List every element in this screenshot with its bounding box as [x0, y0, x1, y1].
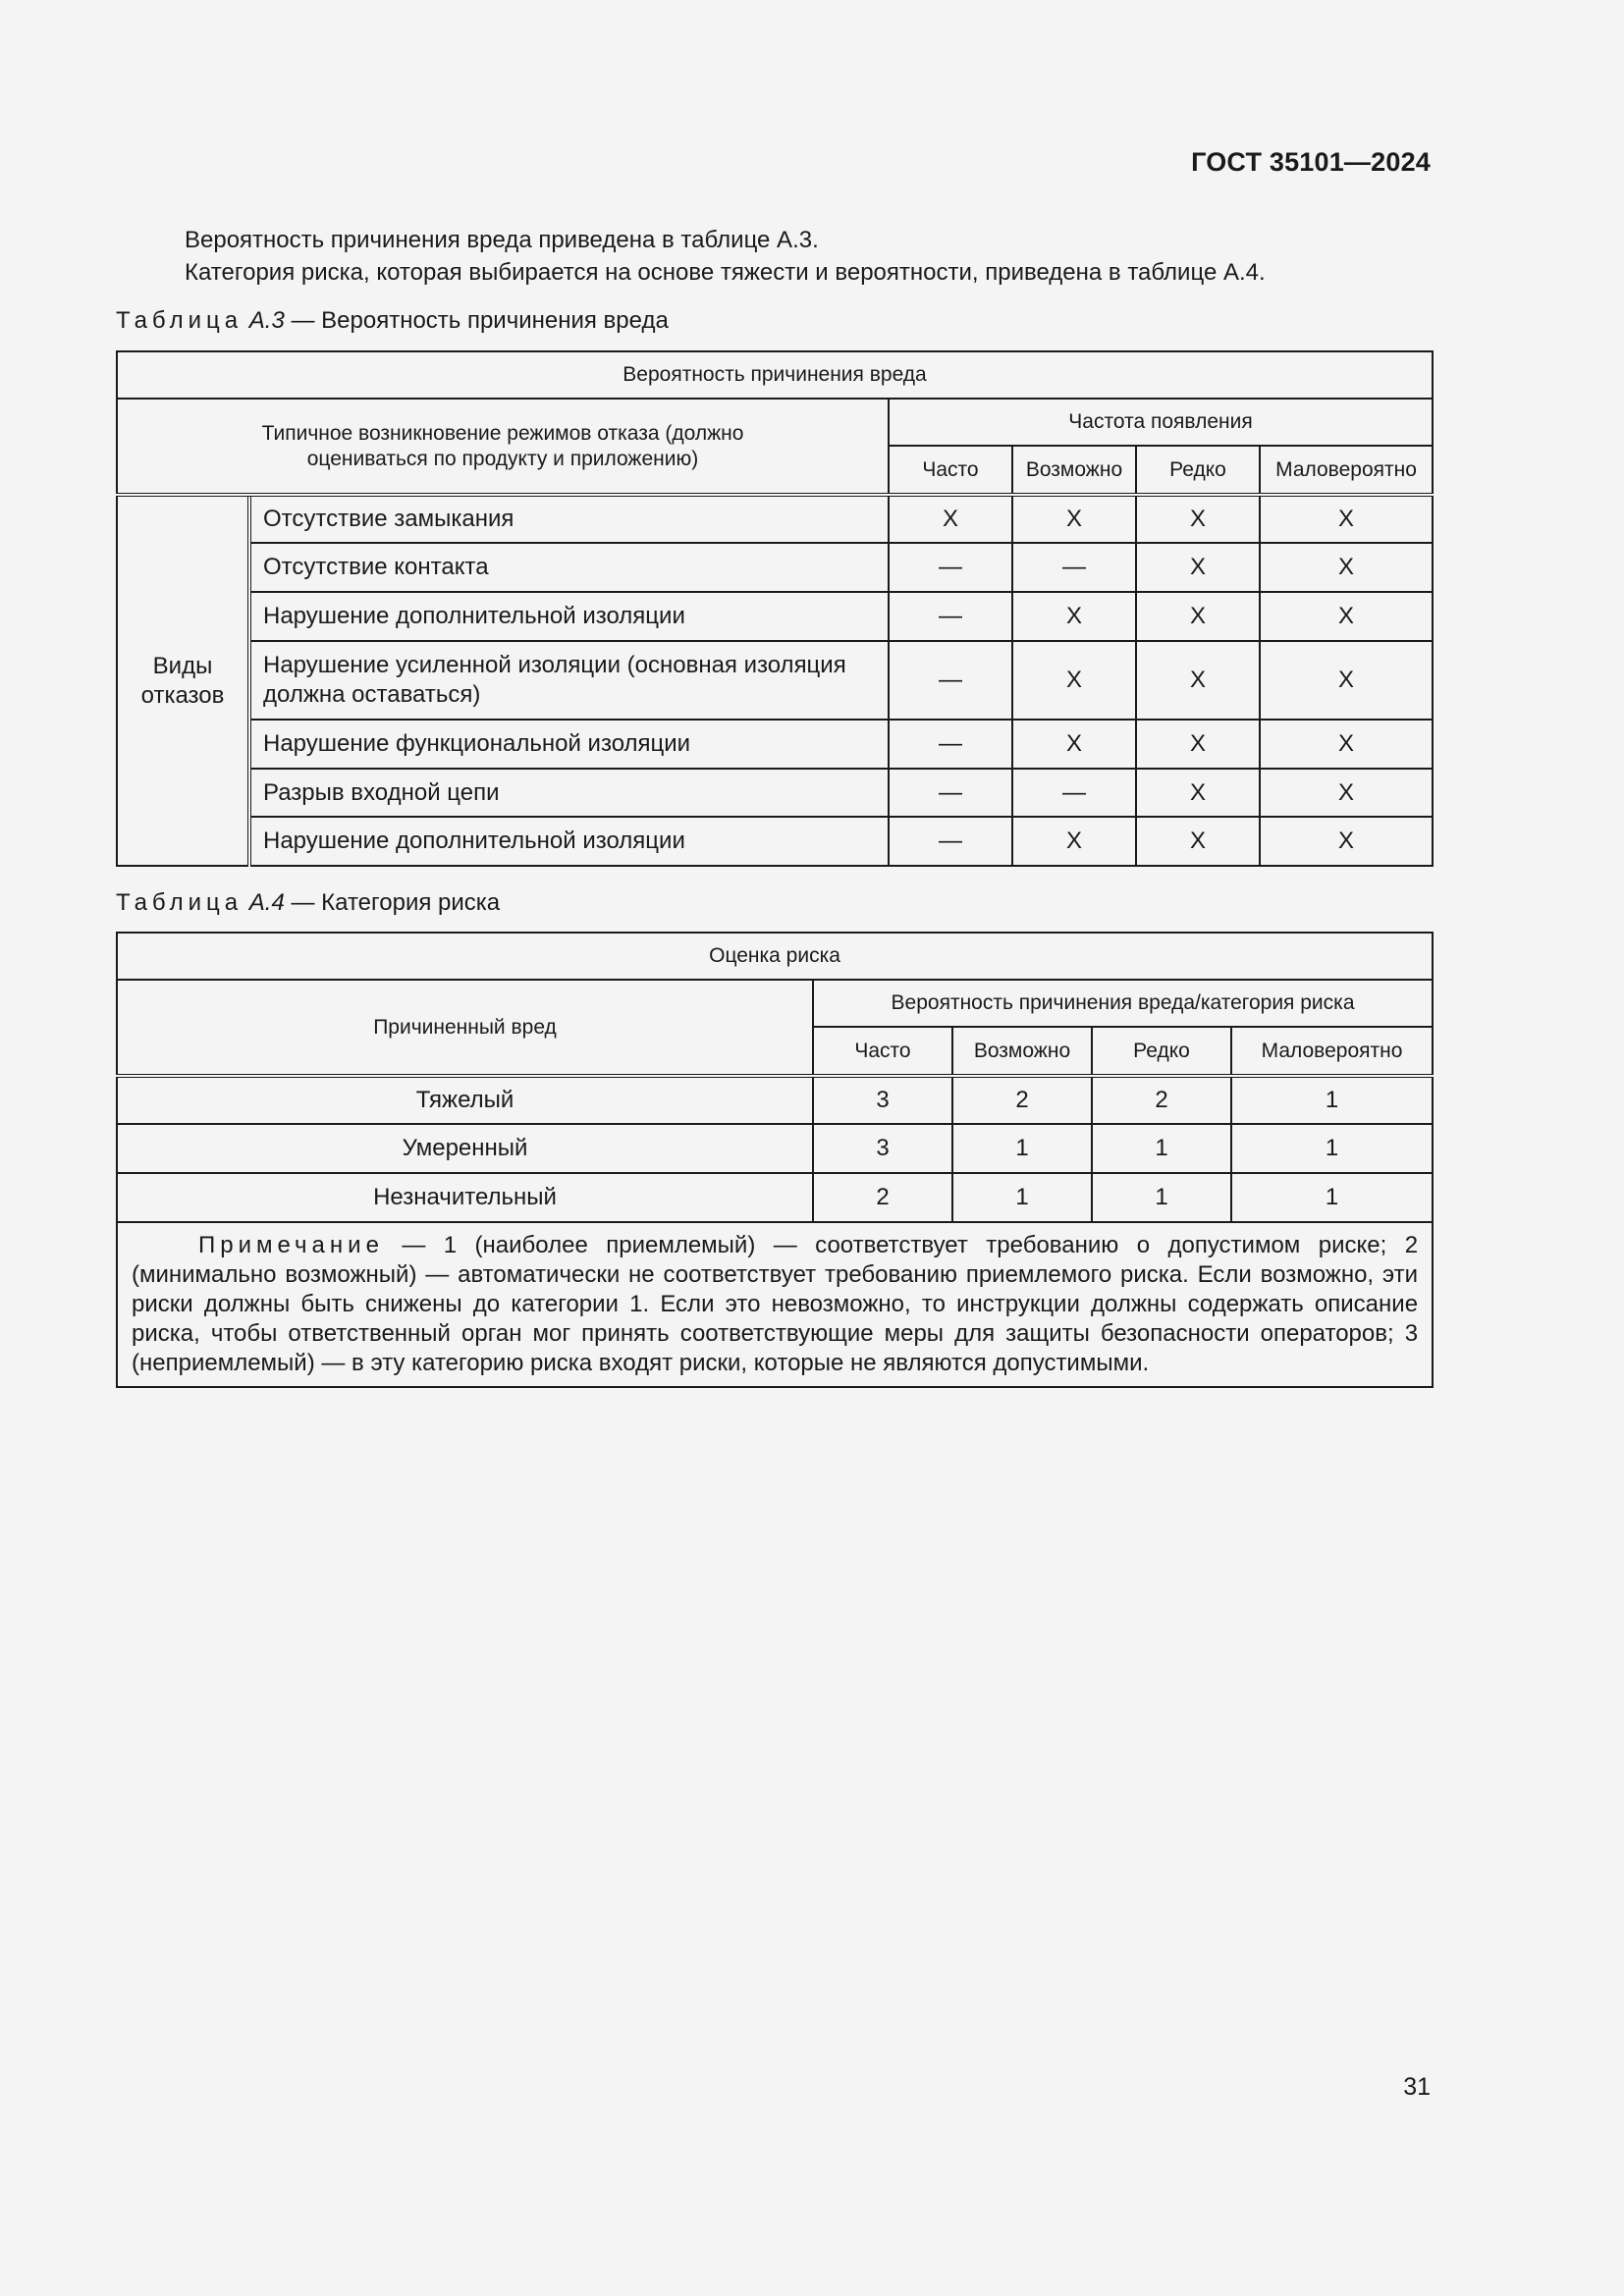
table-a3-left-header: Типичное возникновение режимов отказа (должно оцениваться по продукту и приложению)	[117, 399, 889, 495]
table-row	[117, 1124, 1433, 1173]
table-a3-cell: X	[1260, 495, 1433, 543]
table-a4-cell: 2	[813, 1173, 952, 1222]
table-row	[117, 543, 1433, 592]
document-code: ГОСТ 35101—2024	[1191, 147, 1431, 177]
table-a3-cell: X	[1012, 641, 1136, 720]
table-a3-row-label: Отсутствие контакта	[249, 543, 889, 592]
table-a3-row-label: Нарушение усиленной изоляции (основная изоляция должна оставаться)	[249, 641, 889, 720]
table-a3-cell: X	[1136, 641, 1260, 720]
table-a4-cell: 1	[1231, 1124, 1433, 1173]
table-a4-caption-word: Таблица	[116, 889, 244, 916]
table-a3-cell: X	[1260, 817, 1433, 866]
table-a3-row-label: Нарушение функциональной изоляции	[249, 720, 889, 769]
table-a3-cell: —	[889, 641, 1012, 720]
table-a4-cell: 1	[1092, 1173, 1231, 1222]
table-a4-cell: 3	[813, 1124, 952, 1173]
table-a4-cell: 2	[952, 1076, 1092, 1124]
table-a3-cell: X	[1136, 543, 1260, 592]
table-a4-cell: 1	[1231, 1076, 1433, 1124]
table-a4-note	[117, 1222, 1433, 1387]
table-a3-cell: —	[1012, 769, 1136, 817]
table-a4	[116, 932, 1434, 1388]
table-a3-caption	[116, 307, 669, 335]
table-row	[117, 495, 1433, 543]
table-a4-cell: 1	[1092, 1124, 1231, 1173]
table-a3-cell: X	[1136, 592, 1260, 641]
table-a3-cell: X	[1136, 817, 1260, 866]
table-a3-cell: X	[1136, 495, 1260, 543]
table-a3-caption-id: А.3	[248, 307, 285, 334]
table-a4-caption-id: А.4	[248, 889, 285, 916]
table-a4-cell: 2	[1092, 1076, 1231, 1124]
table-a3-row-label: Разрыв входной цепи	[249, 769, 889, 817]
table-a3-cell: X	[1012, 720, 1136, 769]
table-a4-row-label: Незначительный	[117, 1173, 813, 1222]
table-a3-row-label: Нарушение дополнительной изоляции	[249, 592, 889, 641]
table-a4-left-header: Причиненный вред	[117, 980, 813, 1076]
table-a4-col-header: Возможно	[952, 1027, 1092, 1076]
table-row	[117, 720, 1433, 769]
table-row	[117, 769, 1433, 817]
table-a3-cell: X	[1012, 495, 1136, 543]
table-a3-cell: X	[1012, 592, 1136, 641]
table-a3-caption-text: — Вероятность причинения вреда	[284, 307, 669, 334]
table-a3-cell: X	[1136, 769, 1260, 817]
table-a4-caption-text: — Категория риска	[284, 889, 501, 916]
intro-line-2: Категория риска, которая выбирается на основе тяжести и вероятности, приведена в таблице А.4.	[185, 259, 1266, 286]
table-a3-col-header: Часто	[889, 446, 1012, 495]
table-a3-frequency-header: Частота появления	[889, 399, 1433, 446]
table-row	[117, 641, 1433, 720]
table-a3-cell: X	[1260, 720, 1433, 769]
intro-paragraph	[185, 224, 1432, 289]
table-a4-row-label: Умеренный	[117, 1124, 813, 1173]
table-a4-top-header: Оценка риска	[117, 933, 1433, 980]
page-number: 31	[1403, 2073, 1431, 2101]
table-a3-cell: —	[889, 543, 1012, 592]
table-a4-caption	[116, 889, 500, 917]
table-a3-cell: X	[1260, 592, 1433, 641]
table-a3-col-header: Маловероятно	[1260, 446, 1433, 495]
table-a3-cell: X	[1260, 769, 1433, 817]
table-a3-cell: —	[889, 817, 1012, 866]
table-a4-col-header: Редко	[1092, 1027, 1231, 1076]
table-a4-cell: 1	[952, 1124, 1092, 1173]
table-a3-caption-word: Таблица	[116, 307, 244, 334]
table-a4-note-text: — 1 (наиболее приемлемый) — соответствует требованию о допустимом риске; 2 (минимально возможный) — автоматически не соответствует требованию приемлемого риска. Если возможно, эти риски должны быть снижены до категории 1. Если это невозможно, то инструкции должны содержать описание риска, чтобы ответственный орган мог принять соответствующие меры для защиты безопасности операторов; 3 (неприемлемый) — в эту категорию риска входят риски, которые не являются допустимыми.	[132, 1232, 1419, 1376]
table-a4-cell: 1	[1231, 1173, 1433, 1222]
table-a3	[116, 350, 1434, 867]
table-a4-cell: 3	[813, 1076, 952, 1124]
table-a4-row-label: Тяжелый	[117, 1076, 813, 1124]
table-a4-probability-header: Вероятность причинения вреда/категория риска	[813, 980, 1433, 1027]
table-a3-cell: —	[889, 720, 1012, 769]
table-a3-cell: —	[1012, 543, 1136, 592]
table-row	[117, 592, 1433, 641]
table-row	[117, 1076, 1433, 1124]
table-a3-cell: X	[1136, 720, 1260, 769]
table-a3-cell: —	[889, 592, 1012, 641]
table-a3-group-label: Виды отказов	[117, 495, 249, 866]
table-row	[117, 817, 1433, 866]
table-a3-row-label: Нарушение дополнительной изоляции	[249, 817, 889, 866]
intro-line-1: Вероятность причинения вреда приведена в таблице А.3.	[185, 227, 819, 253]
table-a3-row-label: Отсутствие замыкания	[249, 495, 889, 543]
table-a3-col-header: Редко	[1136, 446, 1260, 495]
table-a3-cell: X	[1260, 641, 1433, 720]
table-a3-col-header: Возможно	[1012, 446, 1136, 495]
table-row	[117, 1173, 1433, 1222]
table-a3-cell: —	[889, 769, 1012, 817]
table-a3-cell: X	[1260, 543, 1433, 592]
table-a4-col-header: Часто	[813, 1027, 952, 1076]
table-a4-col-header: Маловероятно	[1231, 1027, 1433, 1076]
table-a3-cell: X	[889, 495, 1012, 543]
table-a4-cell: 1	[952, 1173, 1092, 1222]
table-a4-note-label: Примечание	[198, 1232, 384, 1258]
table-a3-top-header: Вероятность причинения вреда	[117, 351, 1433, 399]
table-a3-cell: X	[1012, 817, 1136, 866]
